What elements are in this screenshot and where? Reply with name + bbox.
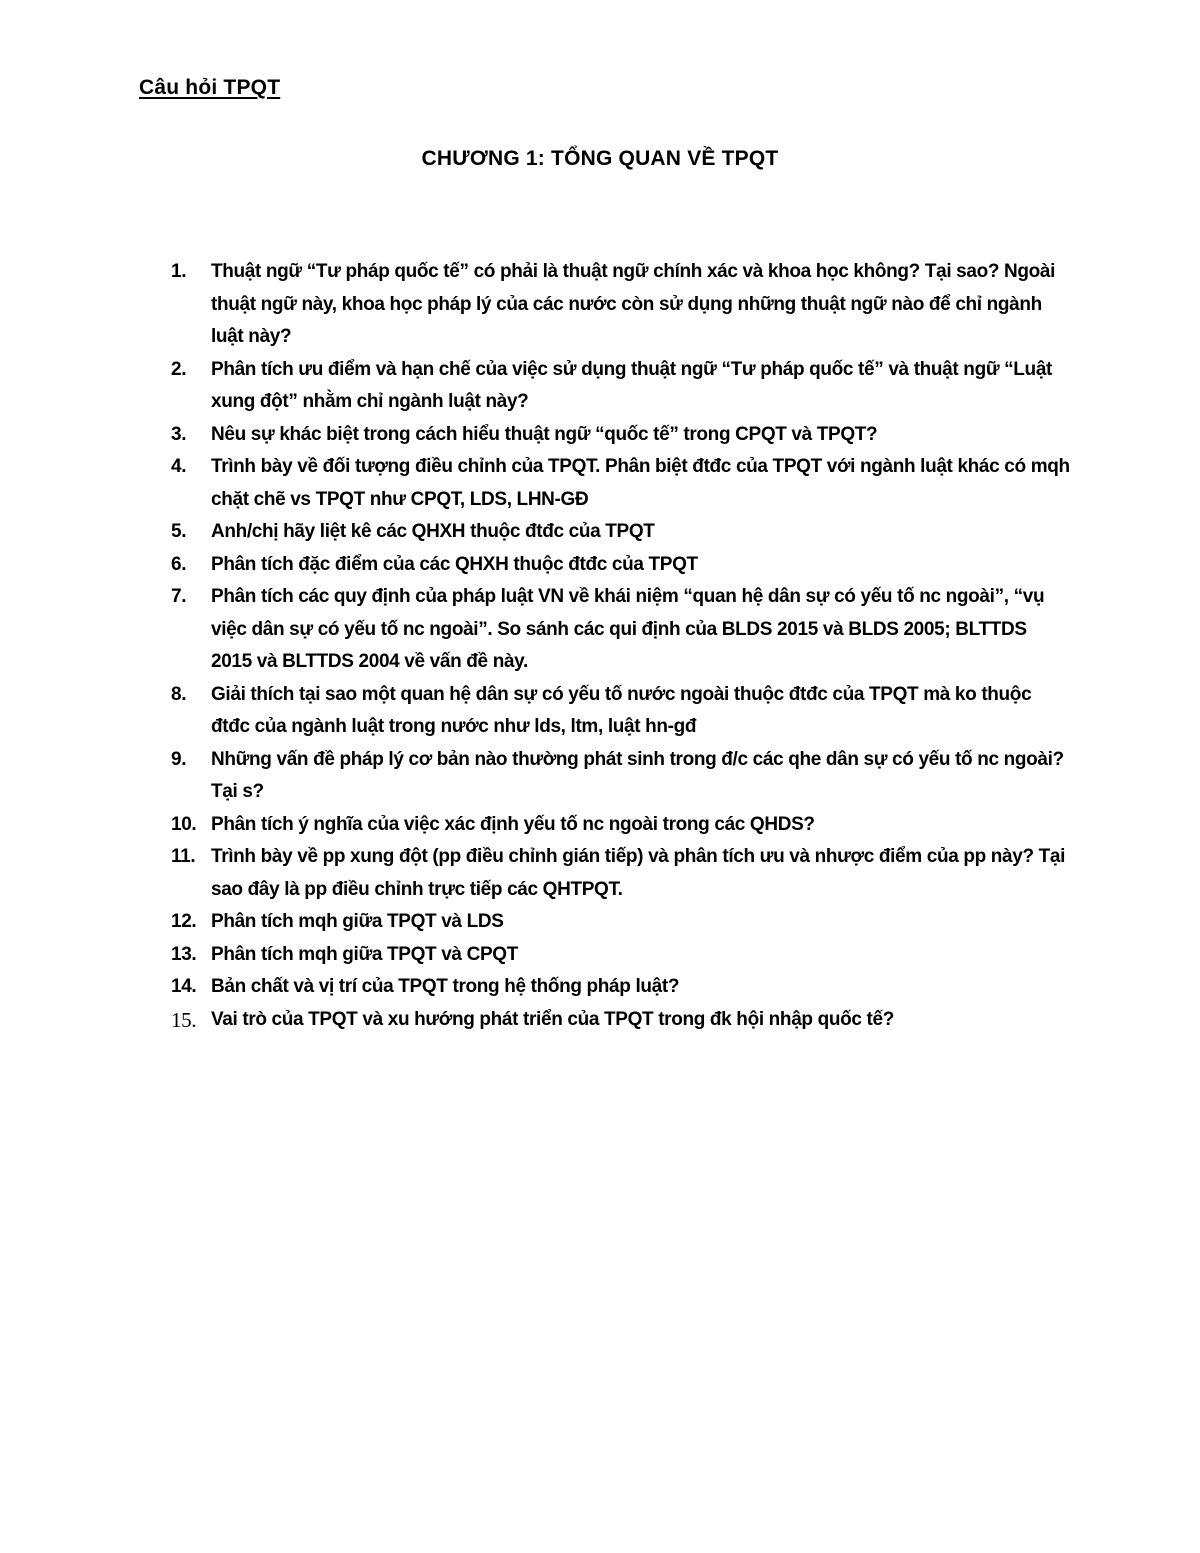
question-text: Vai trò của TPQT và xu hướng phát triển của TPQT trong đk hội nhập quốc tế? xyxy=(211,1008,894,1030)
question-number: 11. xyxy=(171,846,196,867)
question-item xyxy=(171,581,1071,679)
question-item xyxy=(171,354,1071,419)
question-number: 12. xyxy=(171,911,197,932)
question-text: Giải thích tại sao một quan hệ dân sự có yếu tố nước ngoài thuộc đtđc của TPQT mà ko thuộc đtđc của ngành luật trong nước như lds, ltm, luật hn-gđ xyxy=(211,683,1032,737)
question-text: Thuật ngữ “Tư pháp quốc tế” có phải là thuật ngữ chính xác và khoa học không? Tại sao? Ngoài thuật ngữ này, khoa học pháp lý của các nước còn sử dụng những thuật ngữ nào để chỉ ngành luật này? xyxy=(211,261,1056,347)
question-text: Những vấn đề pháp lý cơ bản nào thường phát sinh trong đ/c các qhe dân sự có yếu tố nc ngoài? Tại s? xyxy=(211,748,1064,802)
question-number: 8. xyxy=(171,683,187,705)
question-text: Trình bày về pp xung đột (pp điều chỉnh gián tiếp) và phân tích ưu và nhược điểm của pp này? Tại sao đây là pp điều chỉnh trực tiếp các QHTPQT. xyxy=(211,846,1066,900)
question-item xyxy=(171,516,1071,549)
question-text: Phân tích ưu điểm và hạn chế của việc sử dụng thuật ngữ “Tư pháp quốc tế” và thuật ngữ “Luật xung đột” nhằm chỉ ngành luật này? xyxy=(211,358,1053,412)
question-item xyxy=(171,971,1071,1004)
question-item xyxy=(171,809,1071,842)
question-item xyxy=(171,451,1071,516)
question-text: Bản chất và vị trí của TPQT trong hệ thống pháp luật? xyxy=(211,976,680,997)
document-title: Câu hỏi TPQT xyxy=(139,76,281,99)
question-text: Phân tích mqh giữa TPQT và CPQT xyxy=(211,943,518,965)
question-number: 10. xyxy=(171,813,197,835)
question-number: 7. xyxy=(171,586,187,607)
question-number: 1. xyxy=(171,261,187,282)
question-item xyxy=(171,256,1071,354)
question-number: 9. xyxy=(171,748,187,770)
question-number: 5. xyxy=(171,521,187,542)
question-item xyxy=(171,841,1071,906)
question-text: Trình bày về đối tượng điều chỉnh của TPQT. Phân biệt đtđc của TPQT với ngành luật khác có mqh chặt chẽ vs TPQT như CPQT, LDS, LHN-GĐ xyxy=(211,456,1070,510)
question-number: 15. xyxy=(171,1007,197,1032)
chapter-title: CHƯƠNG 1: TỔNG QUAN VỀ TPQT xyxy=(421,147,779,170)
question-number: 14. xyxy=(171,976,197,997)
question-number: 2. xyxy=(171,358,187,380)
question-item xyxy=(171,744,1071,809)
question-item xyxy=(171,419,1071,452)
question-text: Phân tích ý nghĩa của việc xác định yếu tố nc ngoài trong các QHDS? xyxy=(211,813,815,835)
question-number: 13. xyxy=(171,943,197,965)
question-text: Phân tích các quy định của pháp luật VN về khái niệm “quan hệ dân sự có yếu tố nc ngoài”, “vụ việc dân sự có yếu tố nc ngoài”. So sánh các qui định của BLDS 2015 và BLDS 2005; BLTTDS 2015 và BLTTDS 2004 về vấn đề này. xyxy=(211,586,1045,672)
question-number: 6. xyxy=(171,553,187,575)
question-text: Anh/chị hãy liệt kê các QHXH thuộc đtđc của TPQT xyxy=(211,521,655,542)
question-item xyxy=(171,549,1071,582)
question-text: Phân tích đặc điểm của các QHXH thuộc đtđc của TPQT xyxy=(211,553,698,575)
question-item xyxy=(171,906,1071,939)
question-item xyxy=(171,939,1071,972)
question-list xyxy=(171,256,1071,1036)
question-text: Nêu sự khác biệt trong cách hiểu thuật ngữ “quốc tế” trong CPQT và TPQT? xyxy=(211,423,878,445)
question-item xyxy=(171,679,1071,744)
question-number: 4. xyxy=(171,456,187,477)
question-number: 3. xyxy=(171,423,187,445)
question-text: Phân tích mqh giữa TPQT và LDS xyxy=(211,911,504,932)
question-item xyxy=(171,1004,1071,1037)
